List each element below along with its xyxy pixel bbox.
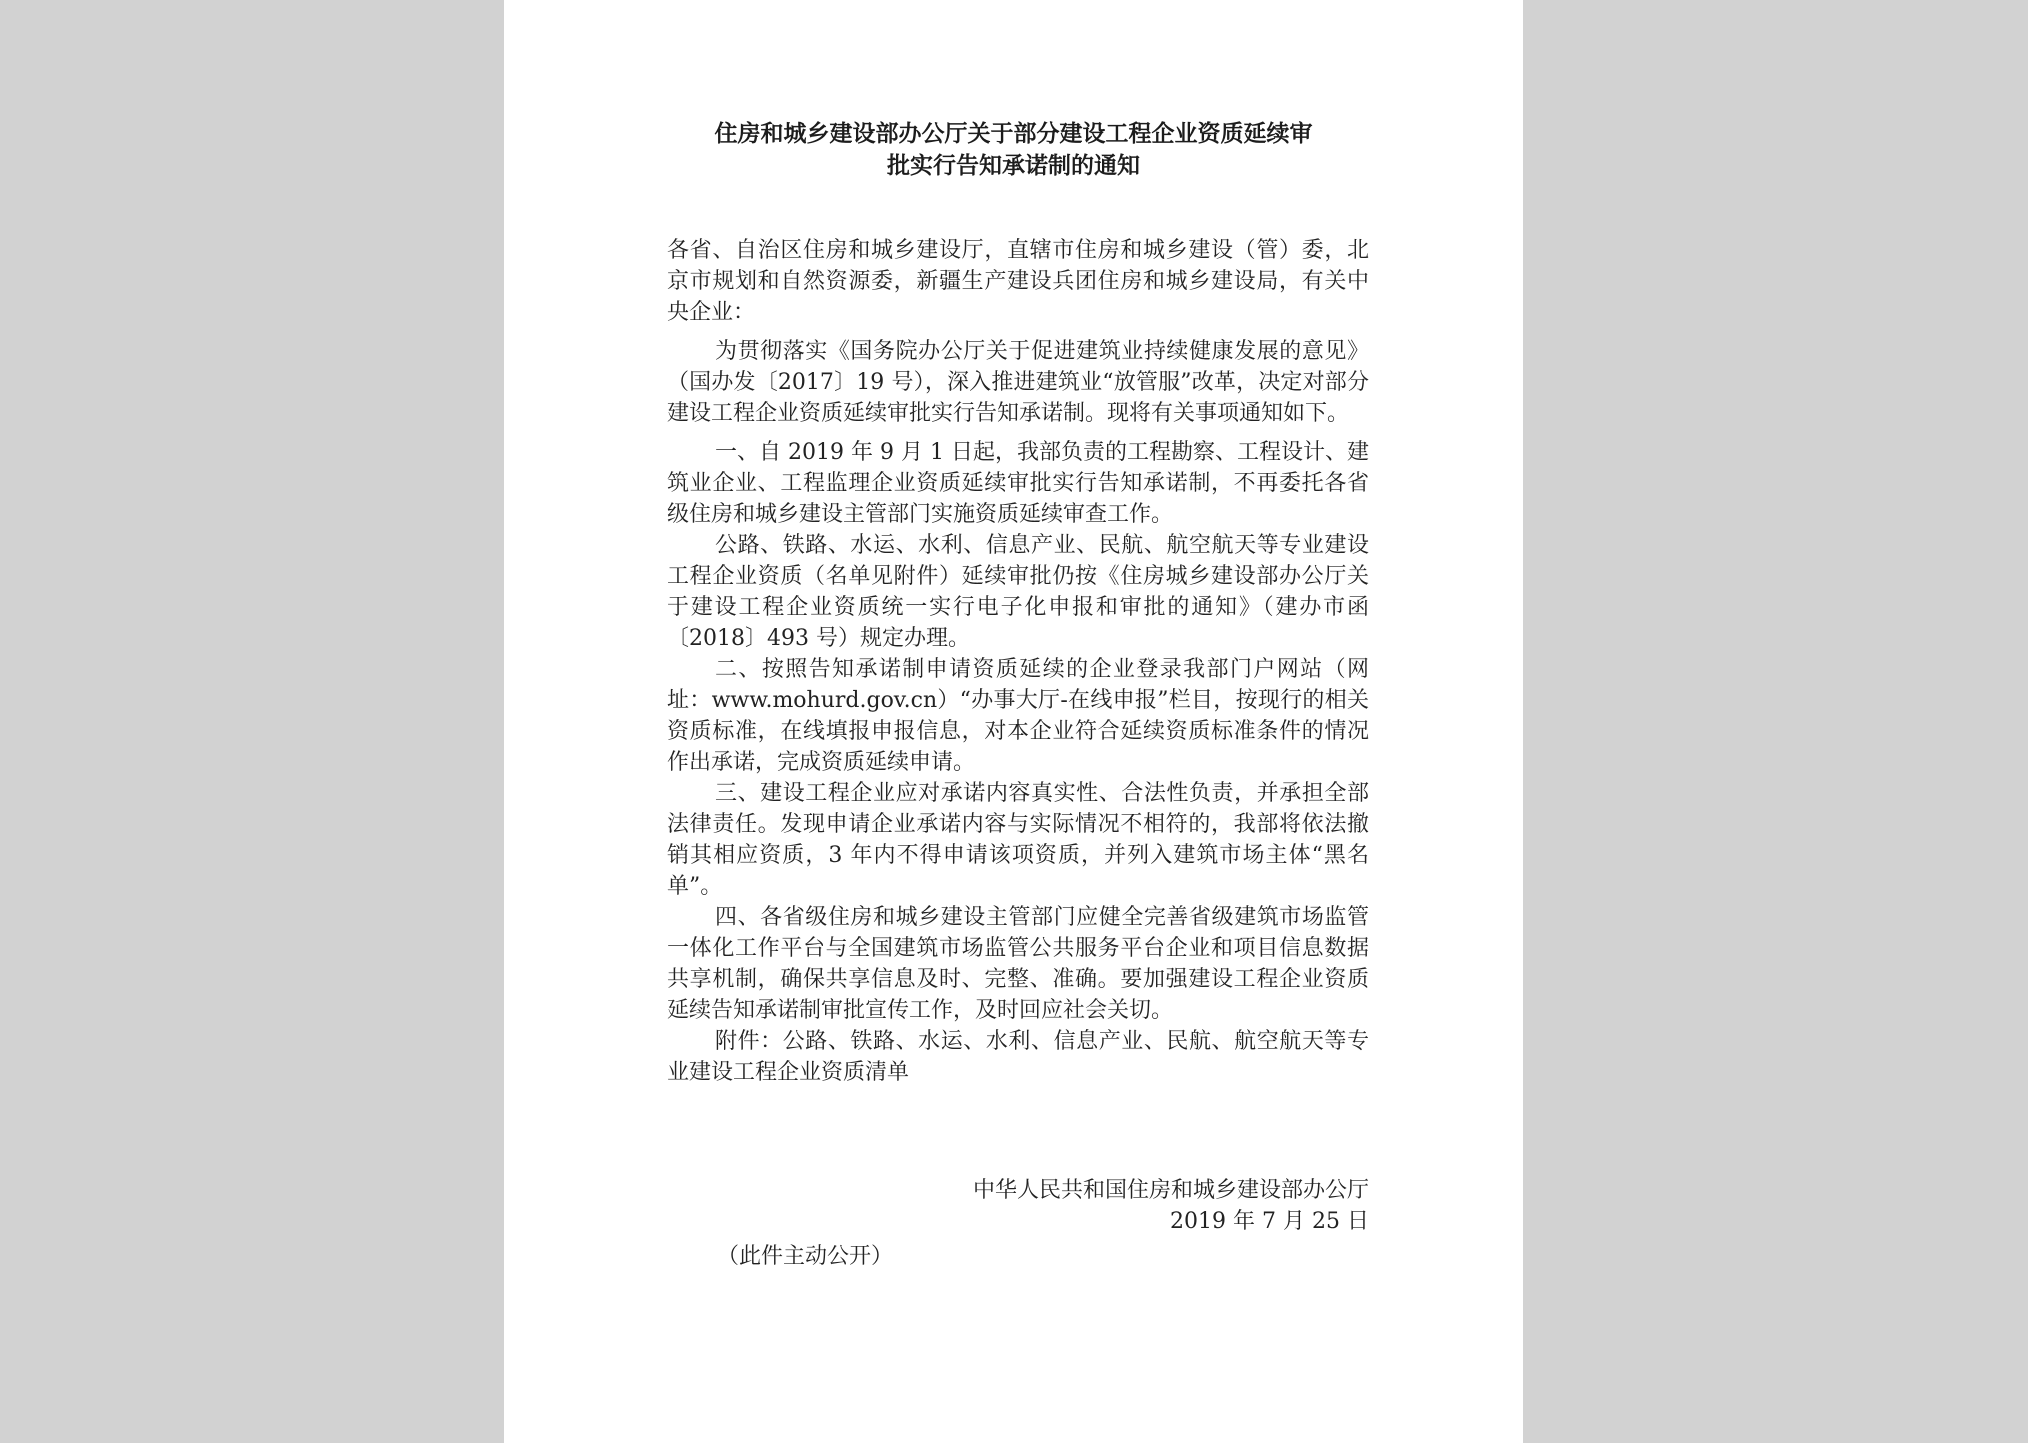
document-title	[504, 118, 1523, 182]
document-body	[667, 235, 1369, 1088]
paragraph-item-1-supplement: 公路、铁路、水运、水利、信息产业、民航、航空航天等专业建设工程企业资质（名单见附件）延续审批仍按《住房城乡建设部办公厅关于建设工程企业资质统一实行电子化申报和审批的通知》（建办市函〔2018〕493 号）规定办理。	[667, 533, 1369, 651]
publicity-note: （此件主动公开）	[717, 1244, 894, 1269]
issue-date: 2019 年 7 月 25 日	[1170, 1209, 1369, 1234]
issuer-name: 中华人民共和国住房和城乡建设部办公厅	[972, 1178, 1369, 1203]
salutation: 各省、自治区住房和城乡建设厅，直辖市住房和城乡建设（管）委，北京市规划和自然资源委，新疆生产建设兵团住房和城乡建设局，有关中央企业：	[667, 238, 1369, 325]
paragraph-item-2: 二、按照告知承诺制申请资质延续的企业登录我部门户网站（网址：www.mohurd.gov.cn）“办事大厅-在线申报”栏目，按现行的相关资质标准，在线填报申报信息，对本企业符合延续资质标准条件的情况作出承诺，完成资质延续申请。	[667, 657, 1369, 775]
paragraph-intro: 为贯彻落实《国务院办公厅关于促进建筑业持续健康发展的意见》（国办发〔2017〕19 号），深入推进建筑业“放管服”改革，决定对部分建设工程企业资质延续审批实行告知承诺制。现将有关事项通知如下。	[667, 339, 1369, 426]
document-page	[504, 0, 1523, 1443]
title-line-1: 住房和城乡建设部办公厅关于部分建设工程企业资质延续审	[714, 121, 1313, 147]
paragraph-item-3: 三、建设工程企业应对承诺内容真实性、合法性负责，并承担全部法律责任。发现申请企业承诺内容与实际情况不相符的，我部将依法撤销其相应资质，3 年内不得申请该项资质，并列入建筑市场主体“黑名单”。	[667, 781, 1369, 899]
paragraph-item-1: 一、自 2019 年 9 月 1 日起，我部负责的工程勘察、工程设计、建筑业企业、工程监理企业资质延续审批实行告知承诺制，不再委托各省级住房和城乡建设主管部门实施资质延续审查工作。	[667, 440, 1369, 527]
title-line-2: 批实行告知承诺制的通知	[887, 153, 1140, 179]
attachment-note: 附件：公路、铁路、水运、水利、信息产业、民航、航空航天等专业建设工程企业资质清单	[667, 1029, 1369, 1085]
signature-block	[973, 1175, 1369, 1237]
paragraph-item-4: 四、各省级住房和城乡建设主管部门应健全完善省级建筑市场监管一体化工作平台与全国建筑市场监管公共服务平台企业和项目信息数据共享机制，确保共享信息及时、完整、准确。要加强建设工程企业资质延续告知承诺制审批宣传工作，及时回应社会关切。	[667, 905, 1369, 1023]
